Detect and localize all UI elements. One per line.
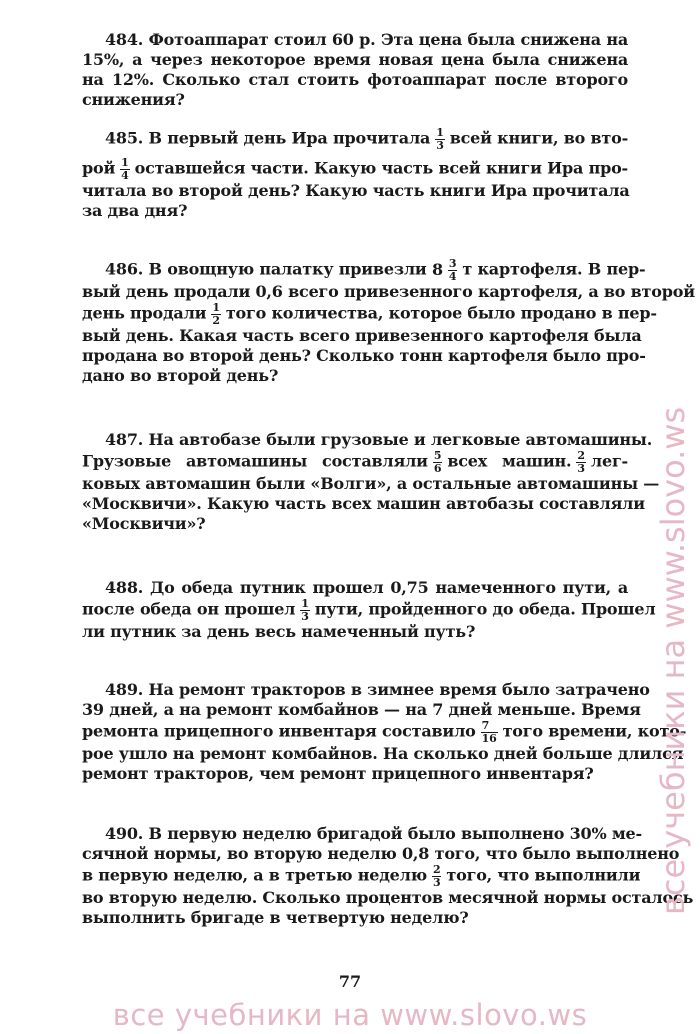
fraction: [435, 127, 444, 151]
problem-text: в первую неделю, а в третью неделю: [82, 865, 427, 885]
problem-text: того времени, кото-: [502, 721, 687, 741]
problem-text: того количества, которое было продано в пер-: [225, 303, 657, 323]
problem-text: вый день. Какая часть всего привезенного картофеля была: [82, 326, 642, 346]
problem-text: Фотоаппарат стоил 60 р. Эта цена была снижена на: [148, 30, 628, 49]
fraction: [120, 157, 129, 181]
problem-text: 15%, а через некоторое время новая цена была снижена: [82, 50, 628, 69]
mixed-whole: 8: [431, 259, 443, 279]
fraction-numerator: 1: [121, 156, 129, 170]
problem-text: ковых автомашин были «Волги», а остальные автомашины —: [82, 474, 660, 494]
problem-number: 490.: [105, 824, 144, 843]
page-number: 77: [338, 972, 362, 991]
problem-490: [82, 824, 694, 928]
problem-487: [82, 430, 660, 534]
problem-text: На автобазе были грузовые и легковые автомашины.: [148, 430, 653, 449]
problem-text: вый день продали 0,6 всего привезенного картофеля, а во второй: [82, 282, 695, 302]
problem-number: 487.: [105, 430, 144, 449]
problem-text: лег-: [590, 451, 628, 471]
fraction-denominator: 4: [448, 269, 457, 283]
problem-488: [82, 578, 656, 642]
problem-text: на 12%. Сколько стал стоить фотоаппарат после второго: [82, 70, 628, 89]
problem-text: выполнить бригаде в четвертую неделю?: [82, 908, 469, 928]
problem-text: В первый день Ира прочитала: [148, 128, 431, 148]
fraction-numerator: 1: [436, 126, 444, 139]
problem-text: ремонта прицепного инвентаря составило: [82, 721, 476, 741]
problem-text: На ремонт тракторов в зимнее время было затрачено: [148, 680, 650, 699]
fraction-denominator: 4: [121, 168, 129, 182]
problem-text: дано во второй день?: [82, 366, 279, 386]
problem-text: пути, пройденного до обеда. Прошел: [314, 599, 656, 619]
fraction-numerator: 1: [212, 301, 220, 315]
problem-text: снижения?: [82, 90, 185, 109]
problem-text: Грузовые автомашины составляли: [82, 451, 428, 471]
fraction-denominator: 3: [436, 138, 444, 152]
fraction-denominator: 3: [577, 461, 585, 475]
problem-text: рой: [82, 158, 116, 178]
fraction-numerator: 2: [432, 863, 441, 876]
problem-number: 489.: [105, 680, 144, 699]
problem-text: 39 дней, а на ремонт комбайнов — на 7 дней меньше. Время: [82, 700, 641, 719]
problem-text: день продали: [82, 303, 207, 323]
mixed-number: [431, 257, 462, 283]
problem-text: «Москвичи». Какую часть всех машин автобазы составляли: [82, 494, 645, 514]
problem-text: во вторую неделю. Сколько процентов месячной нормы осталось: [82, 888, 694, 908]
problem-text: «Москвичи»?: [82, 514, 206, 534]
fraction-numerator: 2: [577, 449, 585, 462]
side-watermark: все учебники на www.slovo.ws: [654, 406, 692, 915]
fraction-denominator: 16: [481, 731, 497, 745]
problem-text: за два дня?: [82, 201, 188, 221]
problem-text: рое ушло на ремонт комбайнов. На сколько дней больше длился: [82, 744, 684, 764]
problem-text: ремонт тракторов, чем ремонт прицепного инвентаря?: [82, 764, 594, 784]
problem-text: До обеда путник прошел 0,75 намеченного пути, а: [150, 578, 629, 597]
fraction: [432, 864, 441, 888]
problem-486: [82, 257, 695, 386]
fraction-denominator: 2: [212, 313, 220, 327]
fraction: [433, 450, 442, 474]
problem-number: 485.: [105, 128, 144, 148]
problem-484: [82, 30, 628, 110]
problem-text: продана во второй день? Сколько тонн картофеля было про-: [82, 346, 646, 366]
fraction-numerator: 1: [301, 597, 309, 610]
problem-489: [82, 680, 687, 784]
problem-text: сячной нормы, во вторую неделю 0,8 того, что было выполнено: [82, 844, 680, 863]
fraction-numerator: 3: [448, 257, 457, 270]
problem-number: 486.: [105, 259, 144, 279]
fraction-denominator: 3: [432, 875, 441, 889]
fraction-numerator: 5: [433, 449, 442, 462]
fraction-denominator: 3: [301, 609, 309, 623]
problem-text: всей книги, во вто-: [449, 128, 629, 148]
problem-text: оставшейся части. Какую часть всей книги Ира про-: [134, 158, 628, 178]
problem-text: того, что выполнили: [446, 865, 641, 885]
problem-text: всех машин.: [447, 451, 572, 471]
problem-text: читала во второй день? Какую часть книги Ира прочитала: [82, 181, 630, 201]
fraction-denominator: 6: [433, 461, 442, 475]
problem-text: ли путник за день весь намеченный путь?: [82, 622, 476, 642]
fraction: [576, 450, 585, 474]
fraction: [300, 598, 309, 622]
bottom-watermark: все учебники на www.slovo.ws: [112, 998, 588, 1032]
fraction-numerator: 7: [481, 720, 498, 733]
fraction: [211, 302, 220, 326]
problem-text: т картофеля. В пер-: [462, 259, 646, 279]
fraction: [448, 258, 457, 282]
fraction: [481, 720, 498, 744]
problem-number: 488.: [105, 578, 144, 597]
problem-485: [82, 126, 630, 221]
problem-text: В овощную палатку привезли: [148, 259, 427, 279]
problem-number: 484.: [105, 30, 144, 49]
problem-text: В первую неделю бригадой было выполнено 30% ме-: [148, 824, 642, 843]
problem-text: после обеда он прошел: [82, 599, 296, 619]
